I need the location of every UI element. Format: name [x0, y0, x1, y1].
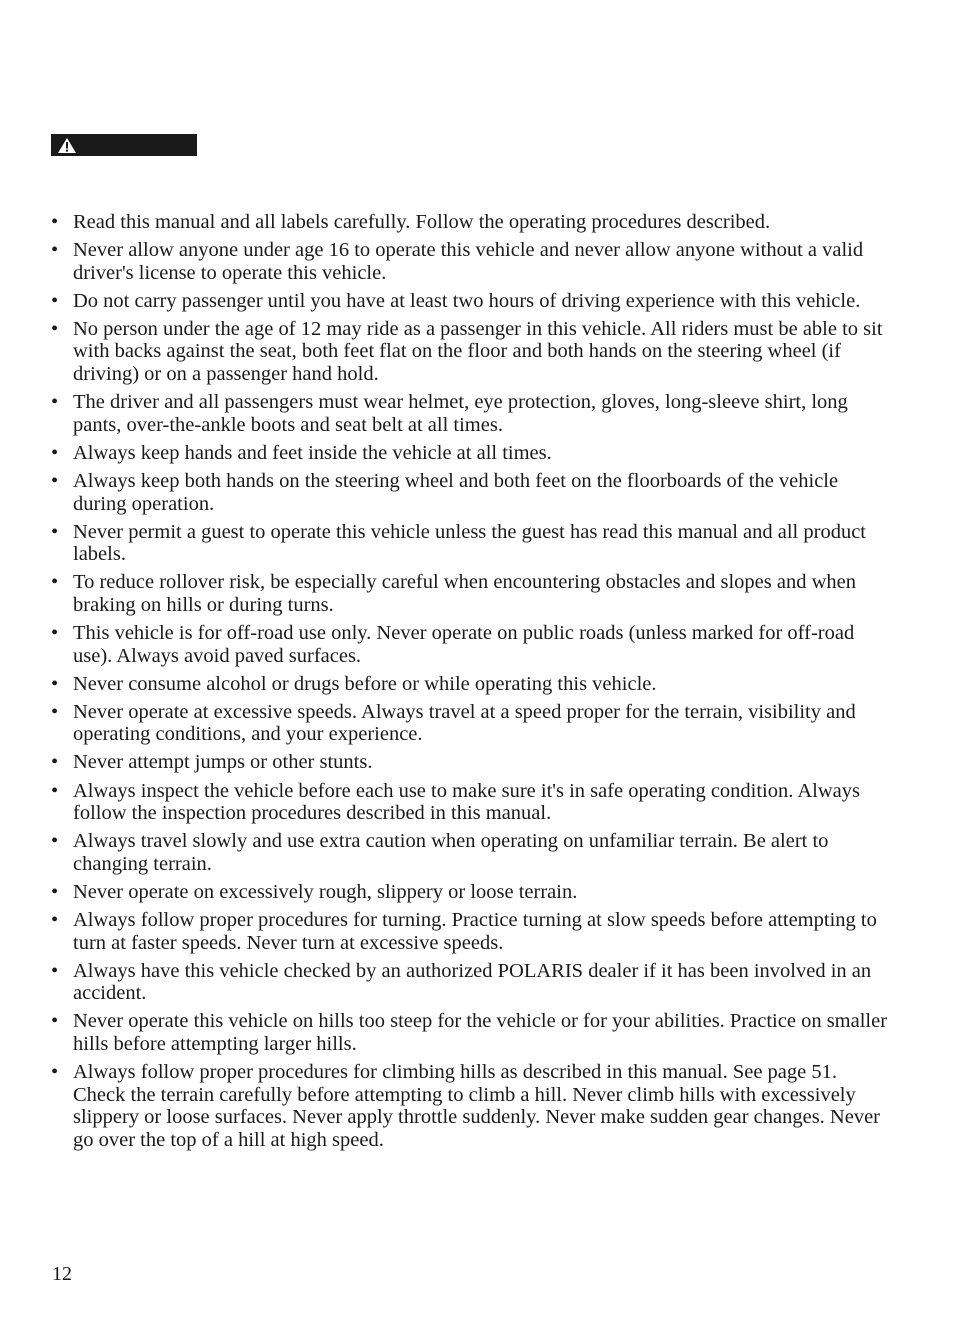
bullet: •: [51, 211, 59, 233]
list-item-text: Always travel slowly and use extra caution when operating on unfamiliar terrain. Be alert to changing terrain.: [73, 830, 829, 875]
bullet: •: [51, 571, 59, 594]
bullet: •: [51, 909, 59, 932]
bullet: •: [51, 391, 59, 414]
list-item: [51, 780, 891, 825]
list-item: [51, 290, 891, 313]
bullet: •: [51, 751, 59, 774]
list-item-text: Never operate this vehicle on hills too steep for the vehicle or for your abilities. Practice on smaller hills before attempting larger hills.: [73, 1010, 888, 1055]
list-item-text: Never allow anyone under age 16 to operate this vehicle and never allow anyone without a valid driver's license to operate this vehicle.: [73, 239, 864, 284]
list-item: [51, 881, 891, 904]
bullet: •: [51, 1061, 59, 1084]
safety-warning-list: [51, 211, 891, 1157]
list-item-text: Never operate on excessively rough, slippery or loose terrain.: [73, 880, 578, 903]
bullet: •: [51, 700, 59, 723]
list-item: [51, 673, 891, 696]
list-item: [51, 909, 891, 954]
bullet: •: [51, 622, 59, 644]
list-item: [51, 701, 891, 746]
list-item-text: Never attempt jumps or other stunts.: [73, 751, 373, 774]
warning-banner: [51, 134, 197, 156]
bullet: •: [51, 1010, 59, 1033]
list-item: [51, 239, 891, 284]
list-item-text: To reduce rollover risk, be especially careful when encountering obstacles and slopes and when braking on hills or during turns.: [73, 571, 856, 616]
list-item-text: Always follow proper procedures for climbing hills as described in this manual. See page 51. Check the terrain carefully before attempting to climb a hill. Never climb hills with excessively slippery or loose surfaces. Never apply throttle suddenly. Never make sudden gear changes. Never go over the top of a hill at high speed.: [73, 1061, 880, 1151]
list-item-text: No person under the age of 12 may ride as a passenger in this vehicle. All riders must be able to sit with backs against the seat, both feet flat on the floor and both hands on the steering wheel (if driving) or on a passenger hand hold.: [73, 317, 883, 386]
bullet: •: [51, 959, 59, 982]
list-item: [51, 960, 891, 1005]
list-item-text: The driver and all passengers must wear helmet, eye protection, gloves, long-sleeve shirt, long pants, over-the-ankle boots and seat belt at all times.: [73, 391, 848, 436]
list-item: [51, 521, 891, 566]
list-item: [51, 571, 891, 616]
bullet: •: [51, 289, 59, 312]
list-item: [51, 318, 891, 386]
bullet: •: [51, 880, 59, 903]
list-item: [51, 751, 891, 774]
list-item: [51, 470, 891, 515]
list-item-text: Never permit a guest to operate this vehicle unless the guest has read this manual and all product labels.: [73, 520, 866, 566]
list-item-text: Always keep hands and feet inside the vehicle at all times.: [73, 441, 552, 464]
bullet: •: [51, 469, 59, 492]
list-item: [51, 391, 891, 436]
list-item-text: Always inspect the vehicle before each use to make sure it's in safe operating condition. Always follow the inspection procedures described in this manual.: [73, 779, 861, 825]
list-item-text: This vehicle is for off-road use only. Never operate on public roads (unless marked for off-road use). Always avoid paved surfaces.: [73, 622, 855, 667]
list-item-text: Always keep both hands on the steering wheel and both feet on the floorboards of the vehicle during operation.: [73, 469, 839, 515]
warning-triangle-icon: [57, 137, 77, 154]
list-item-text: Always follow proper procedures for turning. Practice turning at slow speeds before attempting to turn at faster speeds. Never turn at excessive speeds.: [73, 909, 877, 954]
list-item: [51, 622, 891, 667]
bullet: •: [51, 672, 59, 695]
list-item-text: Do not carry passenger until you have at least two hours of driving experience with this vehicle.: [73, 289, 861, 312]
bullet: •: [51, 317, 59, 340]
bullet: •: [51, 830, 59, 853]
list-item: [51, 1061, 891, 1151]
list-item: [51, 211, 891, 234]
bullet: •: [51, 239, 59, 262]
bullet: •: [51, 779, 59, 802]
list-item-text: Always have this vehicle checked by an authorized POLARIS dealer if it has been involved in an accident.: [73, 959, 872, 1005]
list-item: [51, 442, 891, 465]
list-item: [51, 830, 891, 875]
list-item-text: Read this manual and all labels carefully. Follow the operating procedures described.: [73, 211, 771, 233]
list-item-text: Never consume alcohol or drugs before or while operating this vehicle.: [73, 672, 657, 695]
list-item: [51, 1010, 891, 1055]
list-item-text: Never operate at excessive speeds. Always travel at a speed proper for the terrain, visibility and operating conditions, and your experience.: [73, 700, 856, 746]
bullet: •: [51, 441, 59, 464]
bullet: •: [51, 520, 59, 543]
page-number: 12: [52, 1263, 72, 1285]
